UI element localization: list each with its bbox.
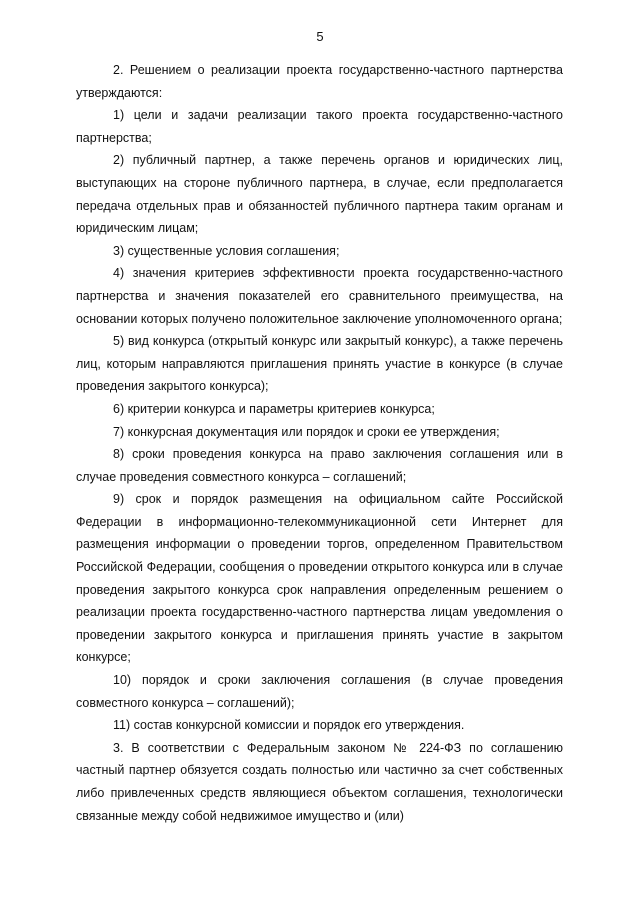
list-item-9: 9) срок и порядок размещения на официальном сайте Российской Федерации в информационно-телекоммуникационной сети Интернет для размещения информации о проведении торгов, определенном Правительством Российской Федерации, сообщения о проведении открытого конкурса или в случае проведения закрытого конкурса срок направления определенным решением о реализации проекта государственно-частного партнерства лицам уведомления о проведении закрытого конкурса и приглашения принять участие в закрытом конкурсе; (76, 492, 563, 665)
paragraph-3: 3. В соответствии с Федеральным законом № 224-ФЗ по соглашению частный партнер обязуется создать полностью или частично за счет собственных либо привлеченных средств являющиеся объектом соглашения, технологически связанные между собой недвижимое имущество и (или) (76, 740, 563, 823)
list-item-1: 1) цели и задачи реализации такого проекта государственно-частного партнерства; (76, 108, 563, 145)
list-item-8: 8) сроки проведения конкурса на право заключения соглашения или в случае проведения совместного конкурса – соглашений; (76, 447, 563, 484)
list-item-3: 3) существенные условия соглашения; (113, 243, 340, 258)
list-item-2: 2) публичный партнер, а также перечень органов и юридических лиц, выступающих на стороне публичного партнера, в случае, если предполагается передача отдельных прав и обязанностей публичного партнера таким органам и юридическим лицам; (76, 153, 563, 236)
list-item-6: 6) критерии конкурса и параметры критериев конкурса; (113, 401, 435, 416)
document-body (76, 59, 563, 827)
paragraph-2-intro: 2. Решением о реализации проекта государственно-частного партнерства утверждаются: (76, 63, 563, 100)
list-item-10: 10) порядок и сроки заключения соглашения (в случае проведения совместного конкурса – соглашений); (76, 673, 563, 710)
list-item-5: 5) вид конкурса (открытый конкурс или закрытый конкурс), а также перечень лиц, которым направляются приглашения принять участие в конкурсе (в случае проведения закрытого конкурса); (76, 334, 563, 394)
page-number: 5 (316, 29, 324, 44)
list-item-11: 11) состав конкурсной комиссии и порядок его утверждения. (113, 718, 465, 733)
list-item-7: 7) конкурсная документация или порядок и сроки ее утверждения; (113, 424, 500, 439)
list-item-4: 4) значения критериев эффективности проекта государственно-частного партнерства и значения показателей его сравнительного преимущества, на основании которых получено положительное заключение уполномоченного органа; (76, 266, 563, 326)
